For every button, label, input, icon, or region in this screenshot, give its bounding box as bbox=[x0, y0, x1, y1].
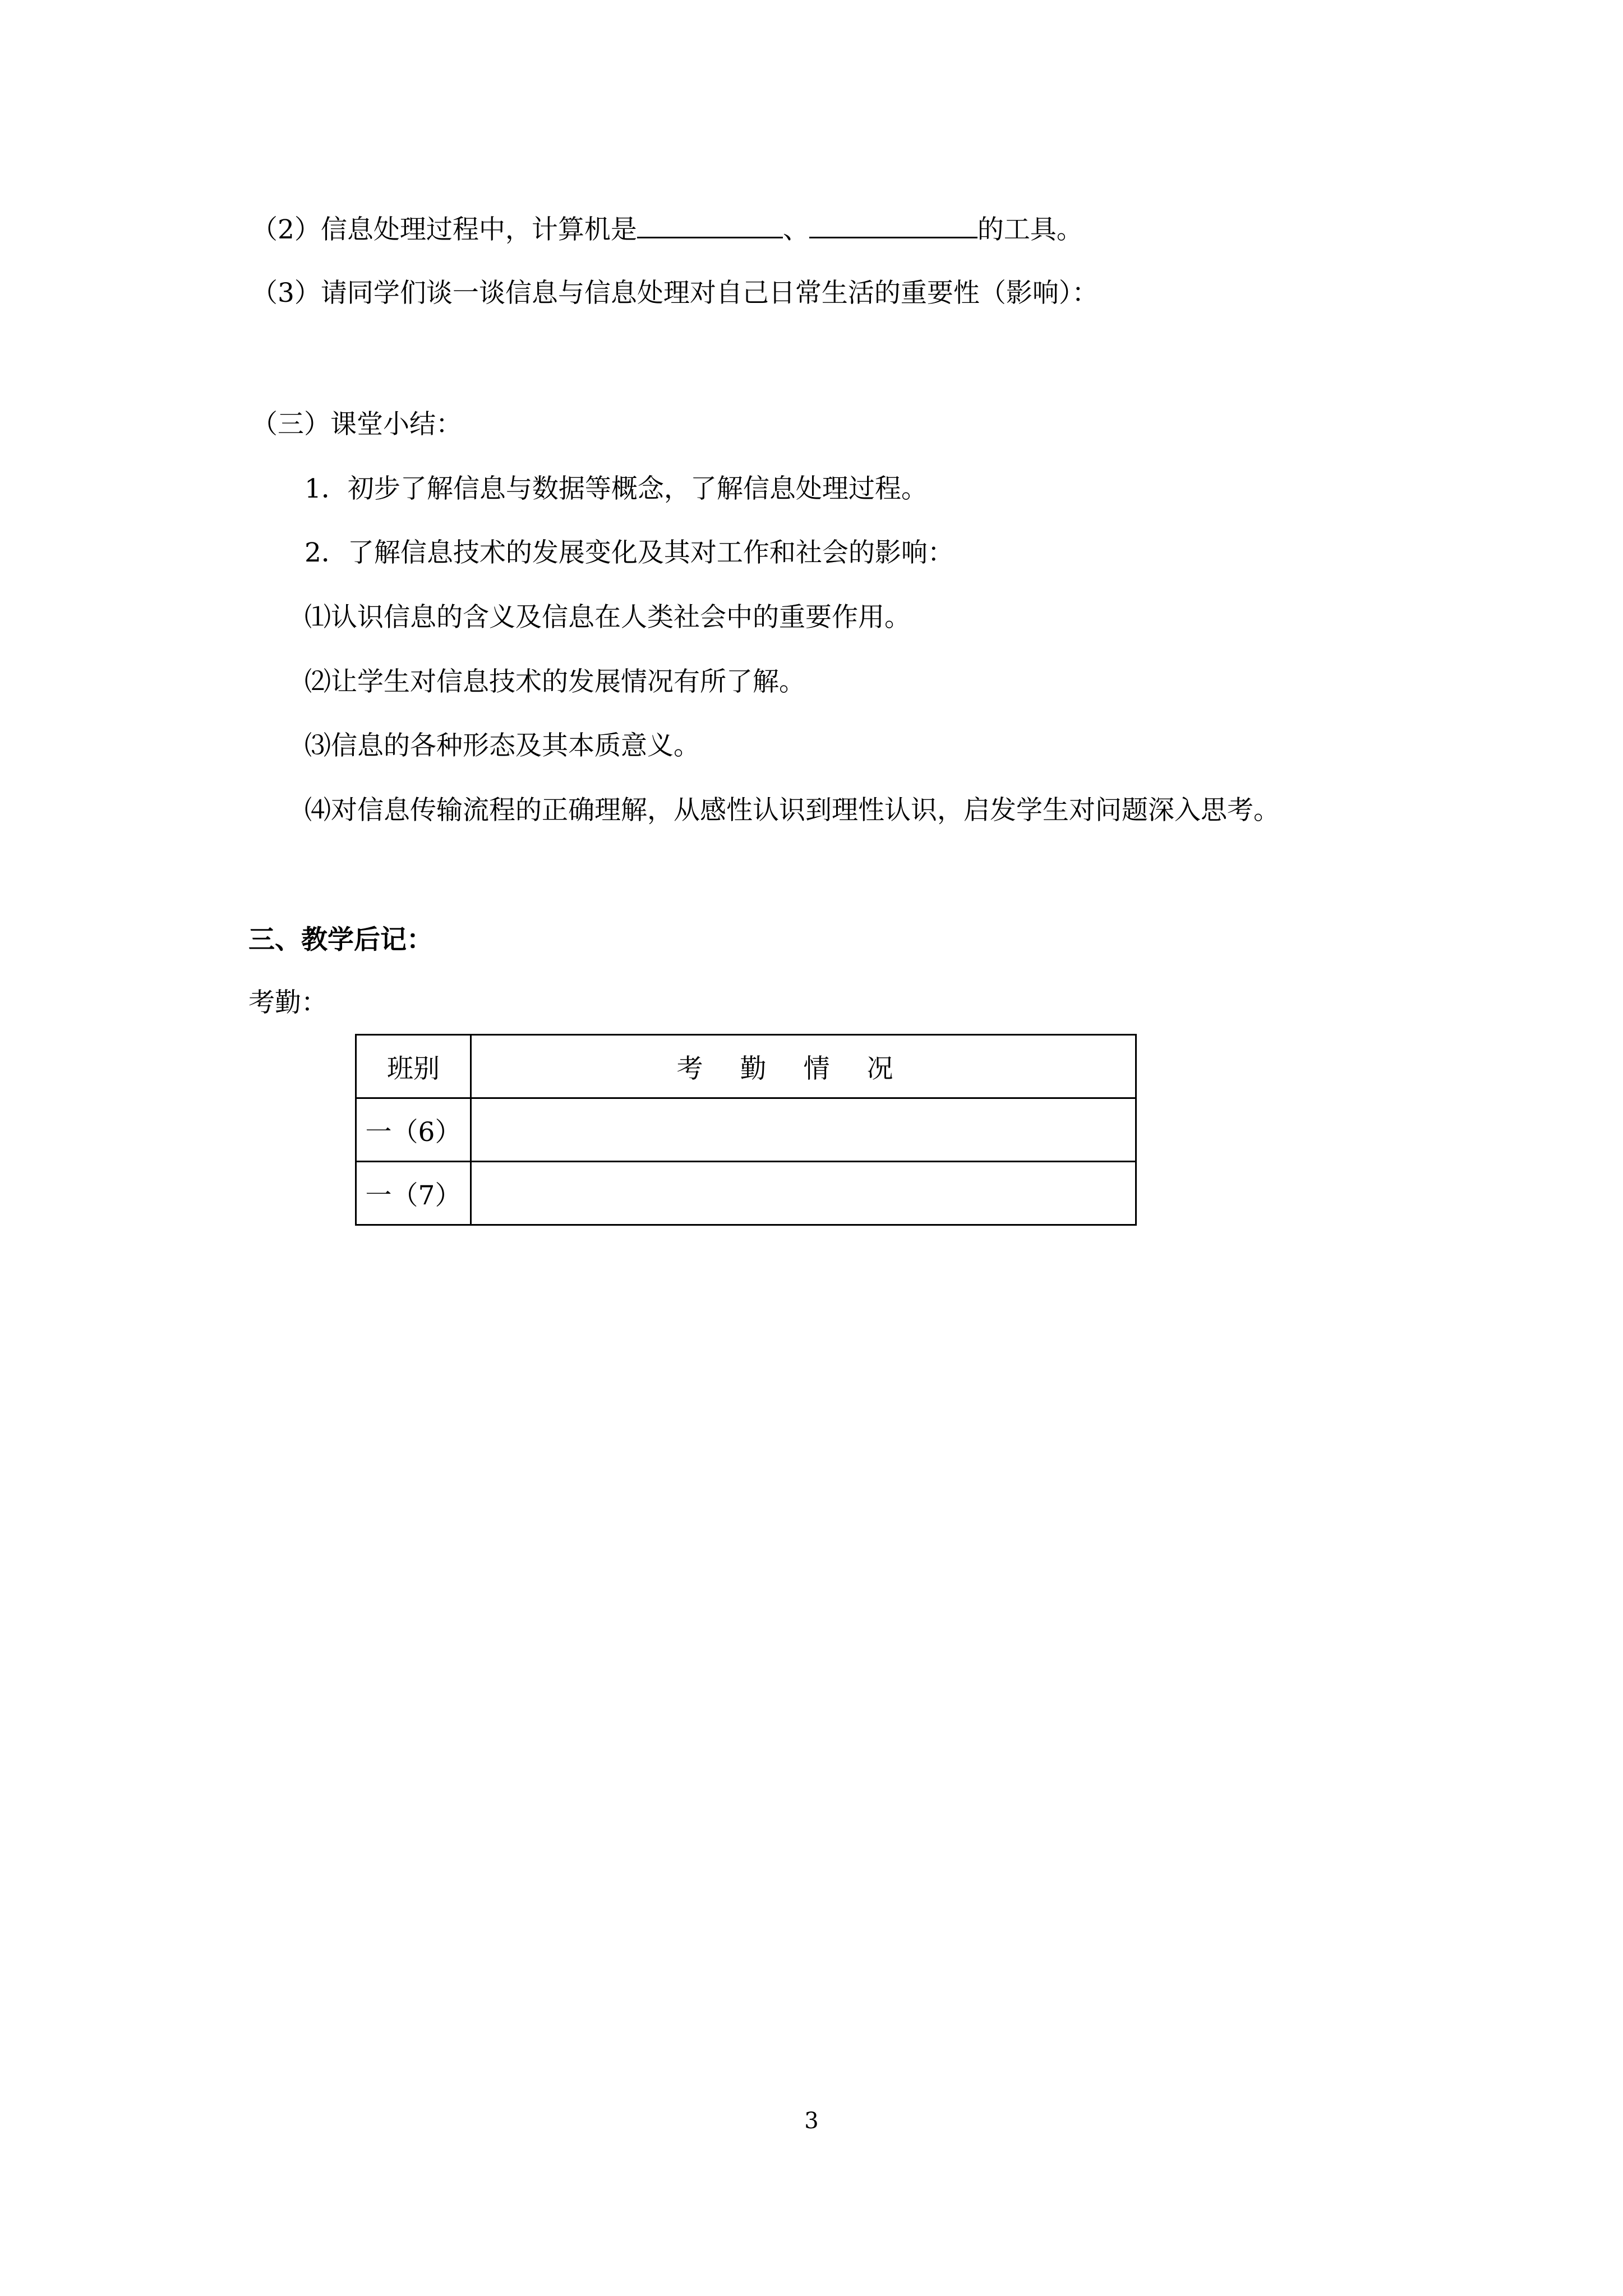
summary-heading: （三）课堂小结： bbox=[251, 409, 462, 440]
class-cell: 一（6） bbox=[356, 1098, 471, 1162]
summary-item: 1．初步了解信息与数据等概念，了解信息处理过程。 bbox=[305, 473, 928, 504]
header-attendance: 考勤情况 bbox=[471, 1035, 1136, 1098]
attendance-cell[interactable] bbox=[471, 1098, 1136, 1162]
table-row bbox=[356, 1162, 1136, 1225]
question-3: （3）请同学们谈一谈信息与信息处理对自己日常生活的重要性（影响）： bbox=[251, 278, 1099, 309]
class-cell: 一（7） bbox=[356, 1162, 471, 1225]
question-2 bbox=[251, 212, 1083, 247]
summary-item: ⑴认识信息的含义及信息在人类社会中的重要作用。 bbox=[305, 602, 911, 633]
question-2-separator: 、 bbox=[782, 214, 809, 245]
question-2-prefix: （2）信息处理过程中，计算机是 bbox=[251, 214, 637, 245]
table-header-row bbox=[356, 1035, 1136, 1098]
summary-item: ⑷对信息传输流程的正确理解，从感性认识到理性认识，启发学生对问题深入思考。 bbox=[305, 795, 1280, 826]
attendance-cell[interactable] bbox=[471, 1162, 1136, 1225]
summary-item: ⑵让学生对信息技术的发展情况有所了解。 bbox=[305, 666, 805, 697]
header-class: 班别 bbox=[356, 1035, 471, 1098]
question-2-suffix: 的工具。 bbox=[977, 214, 1083, 245]
postscript-heading: 三、教学后记： bbox=[248, 924, 433, 955]
answer-blank-2[interactable] bbox=[809, 212, 978, 238]
table-row bbox=[356, 1098, 1136, 1162]
summary-item: ⑶信息的各种形态及其本质意义。 bbox=[305, 730, 700, 761]
summary-item: 2．了解信息技术的发展变化及其对工作和社会的影响： bbox=[305, 537, 954, 568]
attendance-label: 考勤： bbox=[248, 987, 328, 1018]
answer-blank-1[interactable] bbox=[637, 212, 783, 238]
attendance-table bbox=[355, 1034, 1137, 1226]
page-number: 3 bbox=[804, 2108, 819, 2134]
